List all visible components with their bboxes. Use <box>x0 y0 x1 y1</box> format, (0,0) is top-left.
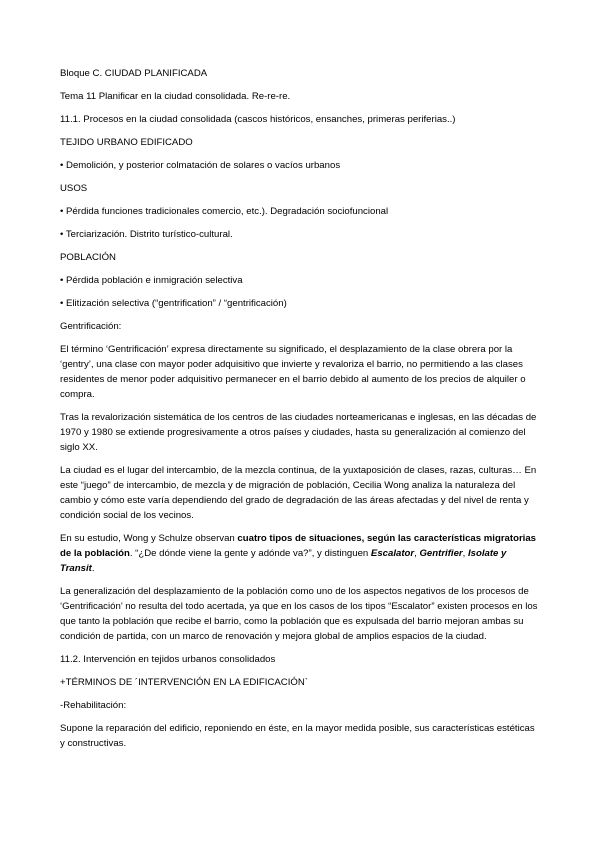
study-sep-1: , <box>414 548 420 559</box>
study-sep-2: , <box>462 548 468 559</box>
usos-heading: USOS <box>60 183 88 194</box>
tejido-bullet-1: • Demolición, y posterior colmatación de solares o vacíos urbanos <box>60 160 341 171</box>
gentrificacion-heading: Gentrificación: <box>60 321 122 332</box>
section-11-2-heading: 11.2. Intervención en tejidos urbanos consolidados <box>60 654 276 665</box>
poblacion-heading: POBLACIÓN <box>60 252 116 263</box>
rehabilitacion-heading: -Rehabilitación: <box>60 700 127 711</box>
study-text-2: . “¿De dónde viene la gente y adónde va?”, y distinguen <box>129 548 371 559</box>
poblacion-bullet-1: • Pérdida población e inmigración selectiva <box>60 275 243 286</box>
study-bold-types: cuatro tipos de situaciones, según las características migratorias de la población <box>60 533 537 559</box>
paragraph-study <box>60 531 540 576</box>
paragraph-definition: El término ‘Gentrificación’ expresa directamente su significado, el desplazamiento de la clase obrera por la ‘gentry’, una clase con mayor poder adquisitivo que invierte y revaloriza el barrio, no permitiendo a las clases residentes de menor poder adquisitivo permanecer en el barrio debido al aumento de los precios de alquiler o compra. <box>60 344 526 400</box>
study-term-escalator: Escalator <box>370 548 415 559</box>
section-11-1-heading: 11.1. Procesos en la ciudad consolidada (cascos históricos, ensanches, primeras periferias..) <box>60 114 456 125</box>
poblacion-bullet-2: • Elitización selectiva (“gentrification” / “gentrificación) <box>60 298 287 309</box>
terminos-heading: +TÉRMINOS DE ´INTERVENCIÓN EN LA EDIFICACIÓN` <box>60 677 308 688</box>
paragraph-history: Tras la revalorización sistemática de los centros de las ciudades norteamericanas e inglesas, en las décadas de 1970 y 1980 se extiende progresivamente a otros países y ciudades, hasta su generalización al comienzo del siglo XX. <box>60 412 537 453</box>
usos-bullet-2: • Terciarización. Distrito turístico-cultural. <box>60 229 233 240</box>
usos-bullet-1: • Pérdida funciones tradicionales comercio, etc.). Degradación sociofuncional <box>60 206 389 217</box>
tejido-heading: TEJIDO URBANO EDIFICADO <box>60 137 193 148</box>
study-term-isolate-transit: Isolate y Transit <box>60 548 507 574</box>
study-text-3: . <box>91 563 95 574</box>
document-page <box>60 66 540 759</box>
rehabilitacion-text: Supone la reparación del edificio, reponiendo en éste, en la mayor medida posible, sus características estéticas y constructivas. <box>60 723 535 749</box>
paragraph-wong: La ciudad es el lugar del intercambio, de la mezcla continua, de la yuxtaposición de clases, razas, culturas… En este “juego” de intercambio, de mezcla y de migración de población, Cecilia Wong analiza la naturaleza del cambio y cómo este varía dependiendo del grado de degradación de las áreas afectadas y del nivel de renta y condición social de los vecinos. <box>60 465 537 521</box>
topic-title: Tema 11 Planificar en la ciudad consolidada. Re-re-re. <box>60 91 291 102</box>
study-term-gentrifier: Gentrifier <box>419 548 463 559</box>
block-title: Bloque C. CIUDAD PLANIFICADA <box>60 68 208 79</box>
study-text-1: En su estudio, Wong y Schulze observan <box>60 533 238 544</box>
paragraph-generalization: La generalización del desplazamiento de la población como uno de los aspectos negativos de los procesos de ‘Gentrificación’ no resulta del todo acertada, ya que en los casos de los tipos “Escalator” existen procesos en los que tanto la población que recibe el barrio, como la población que es expulsada del barrio mejoran ambas su condición de partida, con un marco de renovación y mejora global de amplios espacios de la ciudad. <box>60 586 538 642</box>
